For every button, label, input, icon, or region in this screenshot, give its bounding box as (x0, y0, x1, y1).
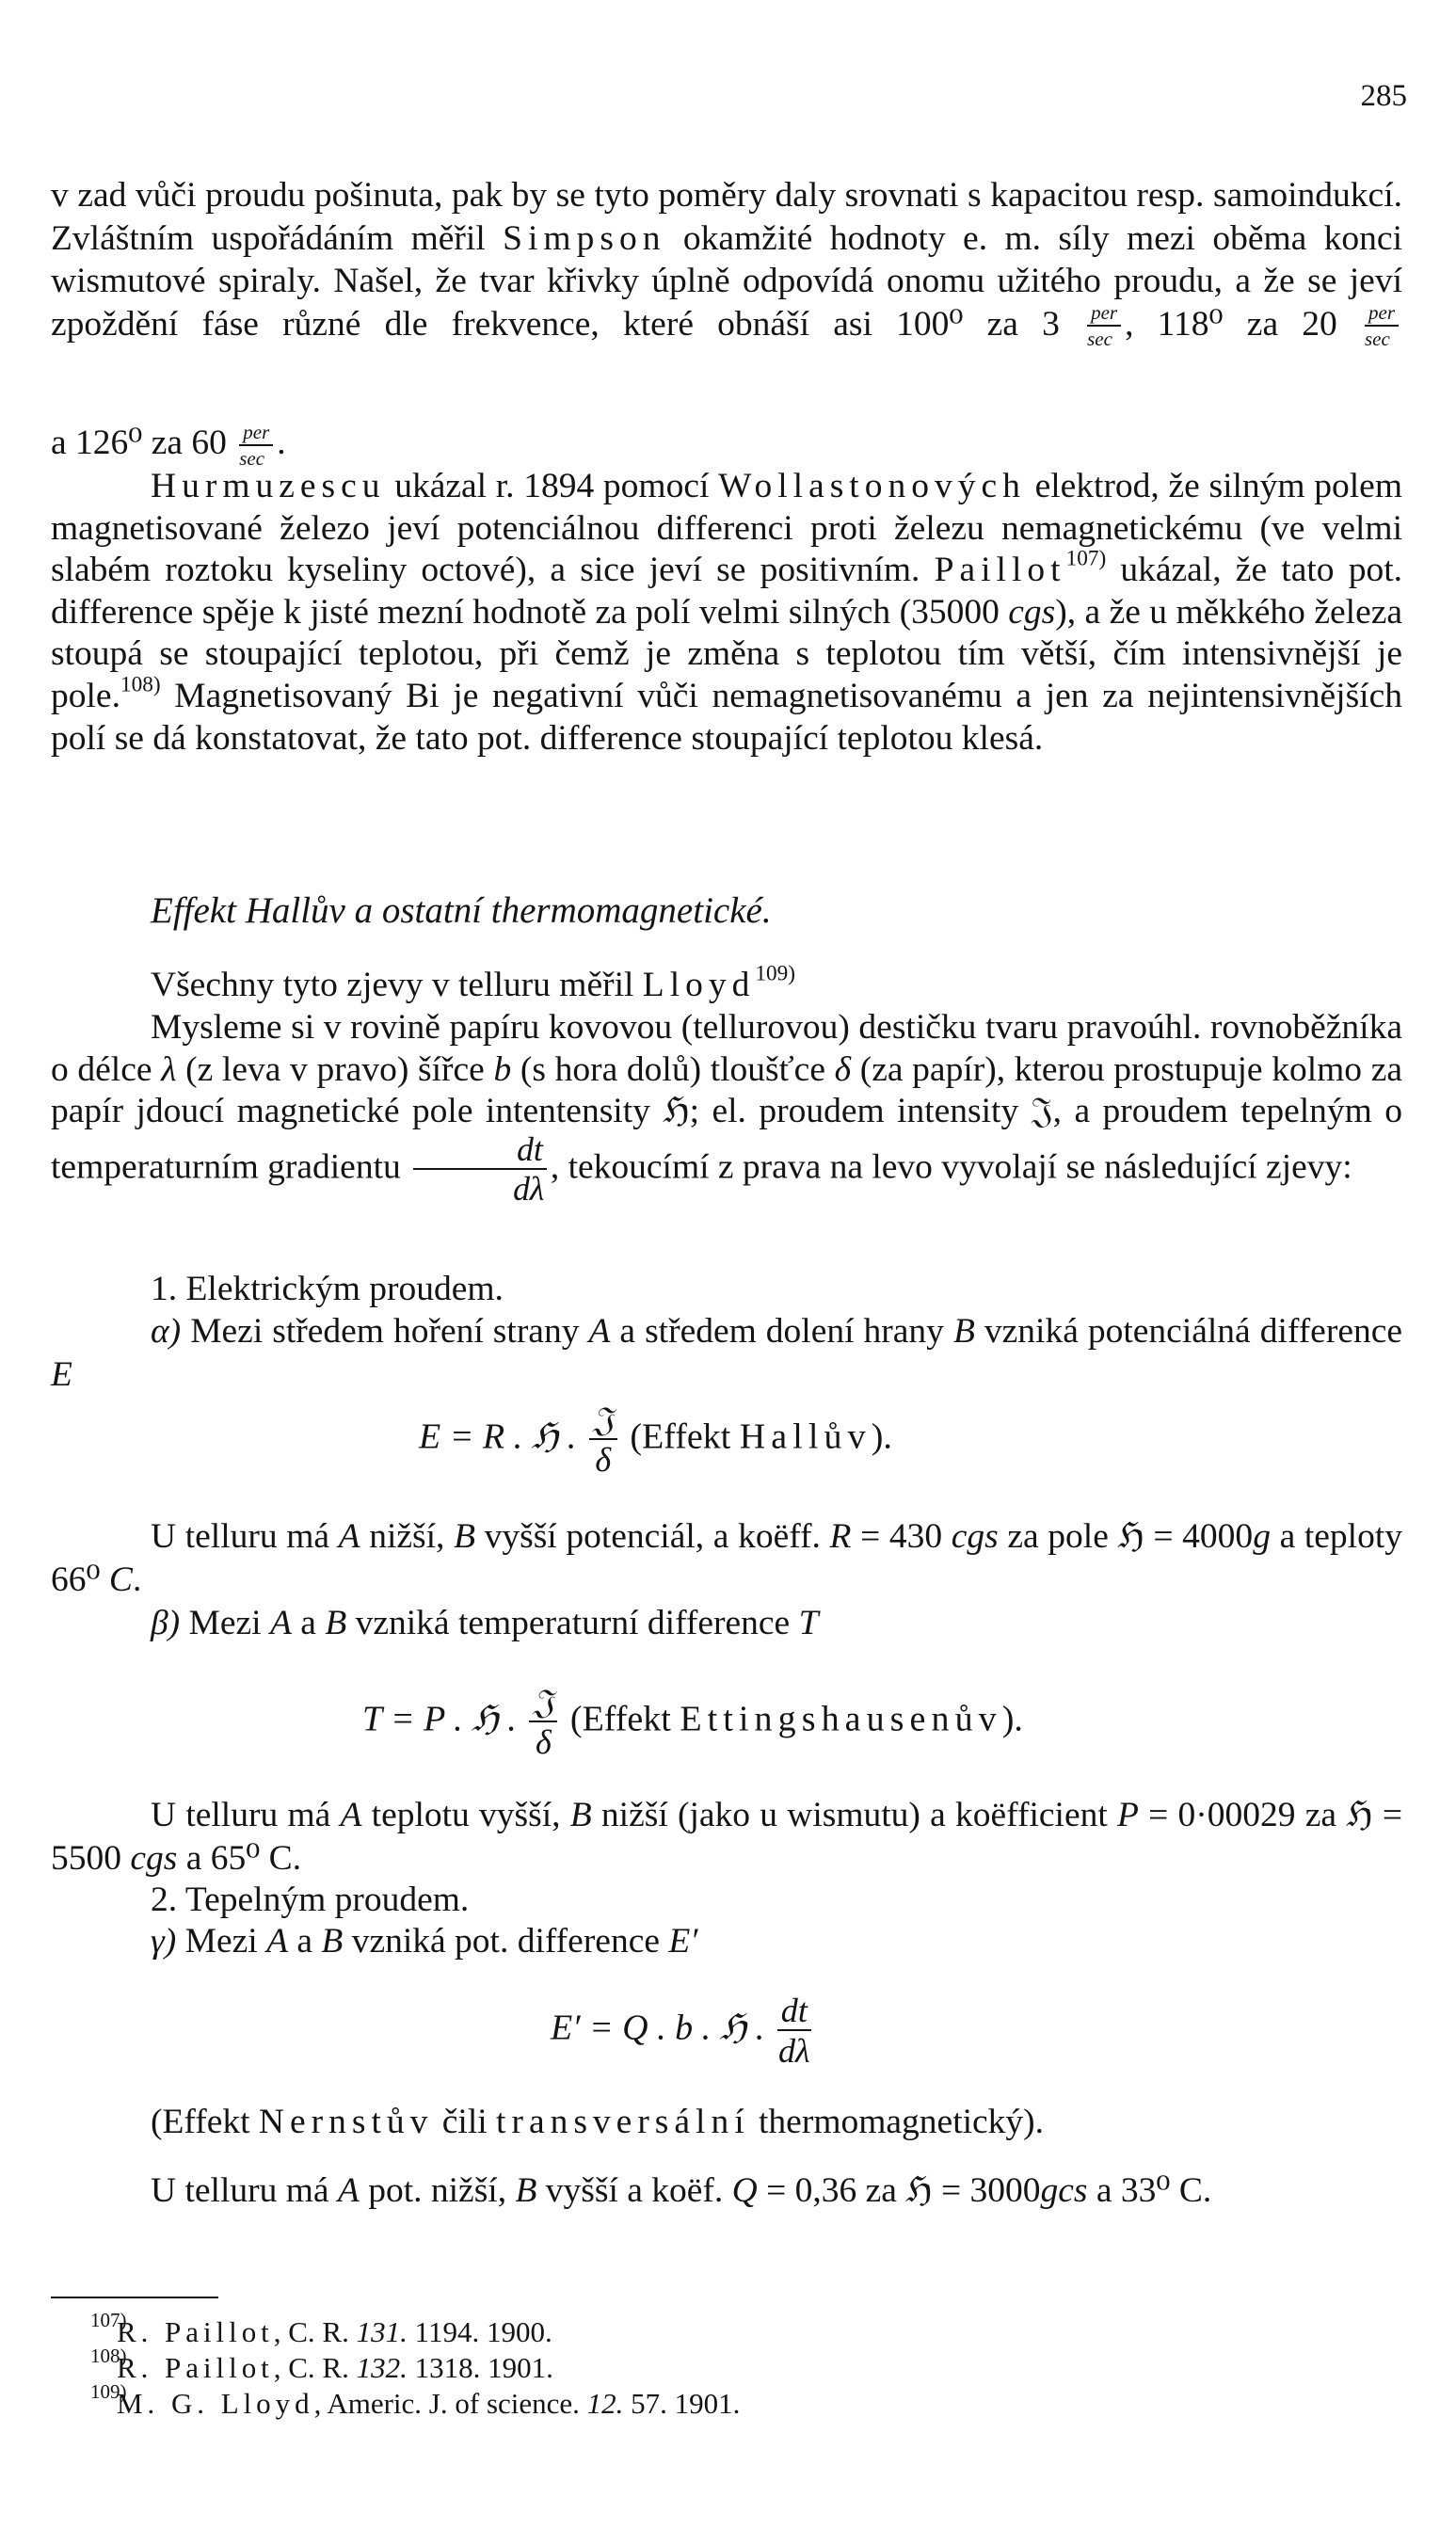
footnote-ref-107[interactable]: 107) (1065, 546, 1107, 571)
p2-t2: elektrod, že silným polem magnetisované železo jeví potenciálnou differenci proti železu nemagnetickému (ve velmi slabém roztoku kyseliny octové), a sice jeví se positivním. (51, 467, 1402, 590)
p6-t2: a středem dolení hrany (610, 1312, 953, 1351)
formula-hall (419, 1401, 892, 1480)
footnote-mark: 109) (90, 2380, 127, 2403)
footnote-t2: 1194. 1900. (407, 2315, 552, 2348)
paragraph-8 (51, 1602, 1402, 1645)
formula-label: (Effekt (630, 1417, 740, 1457)
footnote-volume: 12. (586, 2387, 624, 2420)
p12-t1: (Effekt (151, 2103, 259, 2141)
p2-t5: Magnetisovaný Bi je negativní vůči nemagnetisovanému a jen za nejintensivnějších polí se dá konstatovat, že tato pot. difference stoupající teplotou klesá. (51, 676, 1402, 758)
p13-t3: vyšší a koëf. (536, 2171, 732, 2210)
frac-den: δ (535, 1723, 552, 1762)
symbol-J: 𝔍 (1031, 1092, 1053, 1130)
p7-t6: a teploty 66⁰ (51, 1517, 1402, 1599)
p13-t1: U telluru má (151, 2171, 338, 2210)
frac-den: sec (239, 446, 265, 470)
symbol-A: A (588, 1312, 611, 1351)
p2-t1: ukázal r. 1894 pomocí (385, 467, 719, 505)
symbol-B: B (515, 2171, 537, 2210)
unit-cgs: cgs (951, 1517, 999, 1556)
p7-t2: nižší, (360, 1517, 455, 1556)
formula-fraction (589, 1401, 617, 1480)
p13-t5: a 33⁰ C. (1087, 2171, 1212, 2210)
symbol-delta: δ (834, 1049, 852, 1089)
symbol-T: T (798, 1604, 819, 1642)
p1-line-a: a 126 (51, 424, 129, 462)
symbol-b: b (493, 1049, 512, 1089)
paragraph-6 (51, 1310, 1402, 1396)
footnote-mark: 108) (90, 2345, 127, 2367)
formula-nernst (551, 1992, 815, 2071)
author-simpson: Simpson (503, 218, 666, 258)
fraction-per-sec (239, 420, 273, 470)
formula-lhs: T = P . ℌ . (362, 1699, 526, 1739)
degree-sign: ⁰ (949, 304, 964, 344)
p1-za1: za 3 (963, 304, 1084, 344)
p7-t5: za pole ℌ = 4000 (998, 1517, 1254, 1556)
footnote-t2: 1318. 1901. (407, 2351, 553, 2384)
p8-t3: vzniká temperaturní difference (346, 1604, 799, 1642)
footnote-volume: 131. (356, 2315, 408, 2348)
p9-t1: U telluru má (151, 1796, 341, 1834)
footnote-t2: 57. 1901. (623, 2387, 741, 2420)
frac-den: δ (595, 1441, 612, 1480)
p12-t3: thermomagnetický). (749, 2103, 1045, 2141)
symbol-P: P (1117, 1796, 1139, 1834)
p11-t2: a (288, 1922, 322, 1961)
frac-num: 𝔍 (529, 1685, 557, 1722)
formula-ettingshausen (362, 1683, 1023, 1762)
symbol-Q: Q (731, 2171, 758, 2210)
p6-t3: vzniká potenciálná difference (974, 1312, 1403, 1351)
p4-t3: (s hora dolů) tloušťce (511, 1049, 835, 1089)
effect-name: Hallův (739, 1417, 872, 1457)
frac-den: sec (1365, 328, 1390, 351)
p8-t1: Mezi (180, 1604, 270, 1642)
symbol-B: B (454, 1517, 475, 1556)
paragraph-13 (51, 2169, 1402, 2213)
footnote-107 (90, 2309, 552, 2349)
frac-num: per (1365, 303, 1399, 327)
p1-za2: za 20 (1223, 304, 1361, 344)
symbol-A: A (269, 1604, 292, 1642)
paragraph-10: 2. Tepelným proudem. (151, 1881, 470, 1919)
unit-cgs: cgs (1008, 592, 1056, 632)
formula-lhs: E′ = Q . b . ℌ . (551, 2008, 774, 2048)
effect-name-transversal: transversální (496, 2103, 750, 2141)
unit-g: g (1253, 1517, 1271, 1556)
p13-t4: = 0,36 za ℌ = 3000 (757, 2171, 1041, 2210)
symbol-E: E (51, 1354, 72, 1394)
symbol-H: ℌ (663, 1092, 690, 1130)
degree-sign: ⁰ (128, 424, 143, 462)
fraction-per-sec (1087, 303, 1121, 349)
frac-den: dλ (777, 2032, 810, 2071)
frac-num: per (239, 423, 273, 446)
p1-text2: okamžité hodnoty e. m. síly mezi oběma konci wismutové spiraly. Našel, že tvar křivky úplně odpovídá onomu užitého proudu, a že se jeví zpoždění fáse různé dle frekvence, které obnáší asi 100 (51, 218, 1402, 344)
formula-fraction (777, 1992, 811, 2071)
p6-t1: Mezi středem hoření strany (181, 1312, 589, 1351)
footnote-author: R. Paillot (117, 2315, 274, 2348)
page-number: 285 (1360, 79, 1407, 113)
p7-t1: U telluru má (151, 1517, 339, 1556)
footnote-108 (90, 2345, 553, 2385)
paragraph-5: 1. Elektrickým proudem. (151, 1270, 504, 1308)
p4-t7: , tekoucímí z prava na levo vyvolají se následující zjevy: (550, 1147, 1352, 1187)
p1-za3: za 60 (142, 424, 236, 462)
p9-t5: a 65⁰ C. (177, 1838, 302, 1878)
p12-t2: čili (433, 2103, 497, 2141)
degree-sign: ⁰ (1208, 304, 1224, 344)
p4-t6: , a proudem tepelným o temperaturním gradientu (51, 1092, 1402, 1187)
formula-close: ). (1001, 1699, 1023, 1739)
symbol-A: A (266, 1922, 288, 1961)
footnote-divider (51, 2297, 218, 2298)
paragraph-2 (51, 466, 1402, 760)
paragraph-12 (151, 2101, 1402, 2144)
p1-val2: , 118 (1125, 304, 1209, 344)
formula-fraction (529, 1683, 557, 1762)
symbol-B: B (569, 1796, 592, 1834)
footnote-t1: , Americ. J. of science. (313, 2387, 587, 2420)
paragraph-4 (51, 1007, 1402, 1207)
effect-name: Ettingshausenův (680, 1699, 1002, 1739)
footnote-ref-108[interactable]: 108) (120, 672, 161, 697)
frac-num: dt (413, 1133, 547, 1171)
fraction-per-sec (1365, 303, 1399, 349)
section-heading: Effekt Hallův a ostatní thermomagnetické. (151, 890, 772, 931)
p7-t4: = 430 (851, 1517, 952, 1556)
unit-gcs: gcs (1040, 2171, 1088, 2210)
p1-text: v zad vůči proudu pošinuta, pak by se tyto poměry daly srovnati s kapacitou resp. samoindukcí. Zvláštním uspořádáním měřil (51, 176, 1402, 258)
p4-t1: Mysleme si v rovině papíru kovovou (tellurovou) destičku tvaru pravoúhl. rovnoběžníka o délce (51, 1008, 1402, 1089)
p4-t4: (za papír), kterou prostupuje kolmo za papír jdoucí magnetické pole intentensity (51, 1049, 1402, 1130)
paragraph-1 (51, 174, 1402, 349)
footnote-t1: , C. R. (273, 2315, 357, 2348)
symbol-E-prime: E′ (668, 1922, 698, 1961)
paragraph-9 (51, 1794, 1402, 1880)
p3-t1: Všechny tyto zjevy v telluru měřil (151, 966, 643, 1004)
p11-t3: vzniká pot. difference (343, 1922, 669, 1961)
label-alpha: α) (151, 1312, 182, 1351)
p1-end: . (277, 424, 286, 462)
paragraph-11 (51, 1920, 1402, 1963)
author-paillot: Paillot (934, 551, 1066, 590)
p8-t2: a (291, 1604, 326, 1642)
symbol-A: A (337, 2171, 360, 2210)
footnote-t1: , C. R. (273, 2351, 357, 2384)
author-hurmuzescu: Hurmuzescu (151, 467, 386, 505)
fraction-dt-dlambda (413, 1129, 547, 1208)
p7-t7: . (132, 1560, 142, 1599)
paragraph-7 (51, 1515, 1402, 1601)
footnote-109 (90, 2380, 741, 2421)
unit-C: C (108, 1560, 133, 1599)
unit-cgs: cgs (130, 1838, 178, 1878)
frac-den: sec (1087, 328, 1112, 351)
paragraph-3 (51, 961, 1402, 1007)
p11-t1: Mezi (176, 1922, 267, 1961)
p9-t4: = 0·00029 za ℌ = 5500 (51, 1796, 1402, 1878)
symbol-R: R (829, 1517, 852, 1556)
p2-t3: ukázal, že tato pot. difference spěje k jisté mezní hodnotě za polí velmi silných (35000 (51, 551, 1402, 632)
symbol-B: B (952, 1312, 975, 1351)
frac-num: 𝔍 (589, 1402, 617, 1440)
footnote-author: M. G. Lloyd (117, 2387, 314, 2420)
symbol-B: B (321, 1922, 344, 1961)
p7-t3: vyšší potenciál, a koëff. (474, 1517, 830, 1556)
symbol-B: B (325, 1604, 347, 1642)
formula-label: (Effekt (569, 1699, 680, 1739)
symbol-lambda: λ (161, 1049, 177, 1089)
p13-t2: pot. nižší, (359, 2171, 516, 2210)
author-lloyd: Lloyd (642, 966, 756, 1004)
symbol-A: A (340, 1796, 362, 1834)
p2-t4: ), a že u měkkého železa stoupá se stoupající teplotou, při čemž je změna s teplotou tím větší, čím intensivnější je pole. (51, 592, 1402, 715)
p4-t5: ; el. proudem intensity (689, 1092, 1032, 1130)
effect-name-nernst: Nernstův (258, 2103, 434, 2141)
frac-den: dλ (513, 1170, 545, 1208)
footnote-ref-109[interactable]: 109) (755, 961, 795, 986)
frac-num: per (1087, 303, 1121, 327)
author-wollaston: Wollastonových (718, 467, 1026, 505)
p9-t2: teplotu vyšší, (361, 1796, 570, 1834)
p4-t2: (z leva v pravo) šířce (176, 1049, 494, 1089)
paragraph-1-end (51, 422, 1402, 469)
formula-close: ). (871, 1417, 892, 1457)
frac-num: dt (777, 1993, 811, 2031)
label-gamma: γ) (151, 1922, 177, 1961)
footnote-volume: 132. (356, 2351, 408, 2384)
label-beta: β) (151, 1604, 181, 1642)
p9-t3: nižší (jako u wismutu) a koëfficient (591, 1796, 1118, 1834)
footnote-mark: 107) (90, 2309, 127, 2331)
formula-lhs: E = R . ℌ . (419, 1417, 585, 1457)
symbol-A: A (338, 1517, 360, 1556)
footnote-author: R. Paillot (117, 2351, 274, 2384)
